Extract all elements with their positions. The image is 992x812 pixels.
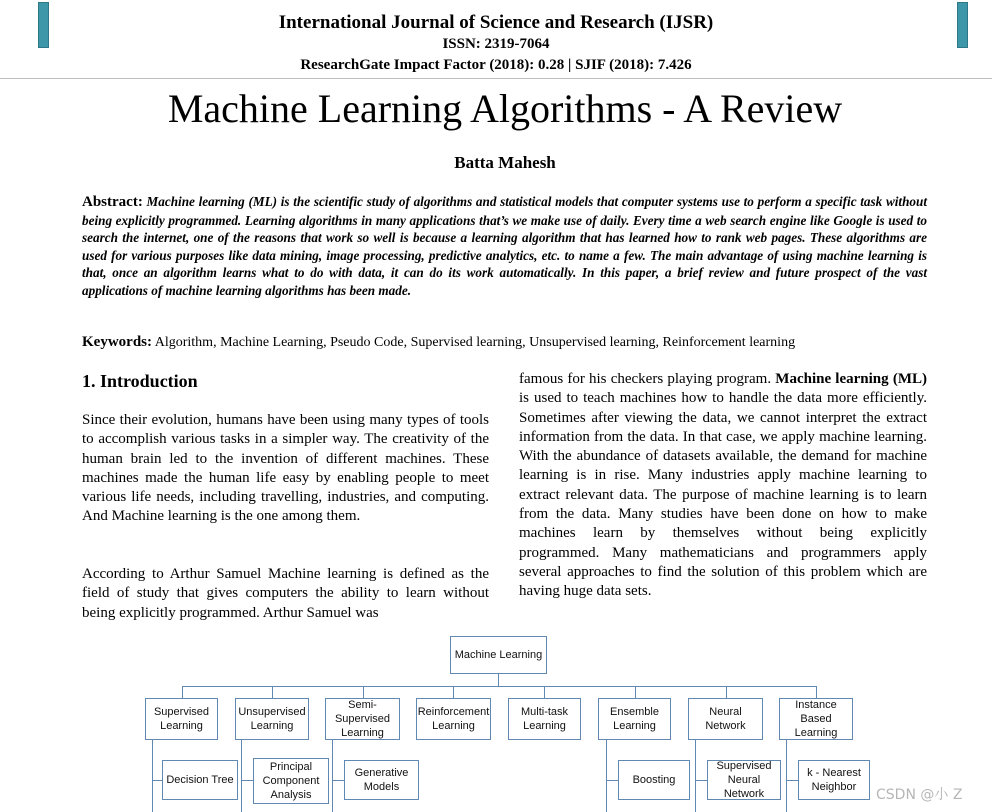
- spine-ensemble: [606, 740, 607, 812]
- spine-instance-based: [786, 740, 787, 812]
- keywords-text: Algorithm, Machine Learning, Pseudo Code, Supervised learning, Unsupervised learning, Reinforcement learning: [154, 335, 796, 350]
- abstract-label: Abstract:: [82, 194, 143, 210]
- intro-right-column: [519, 370, 927, 602]
- stub-knn: [786, 780, 798, 781]
- keywords-label: Keywords:: [82, 334, 152, 350]
- abstract: [82, 193, 927, 299]
- stub-generative-models: [332, 780, 344, 781]
- connector-to-instance-based: [816, 686, 817, 698]
- journal-header: [0, 12, 992, 75]
- diagram-child-node: Decision Tree: [162, 760, 238, 800]
- diagram-category-node: Neural Network: [688, 698, 763, 740]
- header-divider: [0, 78, 992, 79]
- journal-issn: ISSN: 2319-7064: [442, 36, 550, 52]
- csdn-watermark: CSDN @小 Z: [876, 787, 963, 803]
- abstract-text: Machine learning (ML) is the scientific study of algorithms and statistical models that computer systems use to perform a specific task without being explicitly programmed. Learning algorithms in many applications that’s we make use of daily. Every time a web search engine like Google is used to search the internet, one of the reasons that work so well is because a learning algorithm that has learned how to rank web pages. These algorithms are used for various purposes like data mining, image processing, predictive analytics, etc. to name a few. The main advantage of using machine learning is that, once an algorithm learns what to do with data, it can do its work automatically. In this paper, a brief review and future prospect of the vast applications of machine learning algorithms has been made.: [82, 194, 928, 298]
- stub-supervised-nn: [695, 780, 707, 781]
- intro-paragraph-2: According to Arthur Samuel Machine learning is defined as the field of study that gives computers the ability to learn without being explicitly programmed. Arthur Samuel was: [82, 566, 489, 621]
- diagram-category-node: Reinforcement Learning: [416, 698, 491, 740]
- spine-supervised: [152, 740, 153, 812]
- spine-semi-supervised: [332, 740, 333, 812]
- diagram-child-node: Generative Models: [344, 760, 419, 800]
- diagram-category-node: Supervised Learning: [145, 698, 218, 740]
- journal-impact-factor: ResearchGate Impact Factor (2018): 0.28 | SJIF (2018): 7.426: [300, 57, 692, 73]
- connector-root-down: [498, 674, 499, 686]
- diagram-category-node: Semi-Supervised Learning: [325, 698, 400, 740]
- spine-unsupervised: [241, 740, 242, 812]
- intro-paragraph-1: Since their evolution, humans have been using many types of tools to accomplish various tasks in a simpler way. The creativity of the human brain led to the invention of different machines. These machines made the human life easy by enabling people to meet various life needs, including travelling, industries, and computing. And Machine learning is the one among them.: [82, 412, 489, 525]
- diagram-child-node: Principal Component Analysis: [253, 758, 329, 804]
- stub-decision-tree: [152, 780, 162, 781]
- connector-to-multitask: [544, 686, 545, 698]
- diagram-category-node: Instance Based Learning: [779, 698, 853, 740]
- diagram-child-node: k - Nearest Neighbor: [798, 760, 870, 800]
- diagram-child-node: Supervised Neural Network: [707, 760, 781, 800]
- connector-to-reinforcement: [453, 686, 454, 698]
- diagram-category-node: Multi-task Learning: [508, 698, 581, 740]
- diagram-category-node: Unsupervised Learning: [235, 698, 309, 740]
- diagram-child-node: Boosting: [618, 760, 690, 800]
- connector-to-neural-network: [726, 686, 727, 698]
- diagram-root-node: Machine Learning: [450, 636, 547, 674]
- paper-title: Machine Learning Algorithms - A Review: [167, 86, 843, 131]
- section-heading-introduction: 1. Introduction: [82, 371, 198, 391]
- connector-to-supervised: [182, 686, 183, 698]
- spine-neural-network: [695, 740, 696, 812]
- intro-right-rest: is used to teach machines how to handle the data more efficiently. Sometimes after viewing the data, we cannot interpret the extract information from the data. In that case, we apply machine learning. With the abundance of datasets available, the demand for machine learning is in rise. Many industries apply machine learning to extract relevant data. The purpose of machine learning is to learn from the data. Many studies have been done on how to make machines learn by themselves without being explicitly programmed. Many mathematicians and programmers apply several approaches to find the solution of this problem which are having huge data sets.: [519, 390, 927, 600]
- journal-title: International Journal of Science and Research (IJSR): [278, 12, 714, 33]
- intro-right-start: famous for his checkers playing program.: [519, 371, 776, 387]
- stub-boosting: [606, 780, 618, 781]
- intro-right-bold-term: Machine learning (ML): [775, 371, 927, 387]
- keywords: [82, 332, 942, 353]
- stub-pca: [241, 780, 253, 781]
- paper-author: Batta Mahesh: [454, 153, 556, 172]
- connector-to-semi-supervised: [363, 686, 364, 698]
- connector-to-ensemble: [635, 686, 636, 698]
- connector-to-unsupervised: [272, 686, 273, 698]
- connector-horizontal-bus: [182, 686, 817, 687]
- diagram-category-node: Ensemble Learning: [598, 698, 671, 740]
